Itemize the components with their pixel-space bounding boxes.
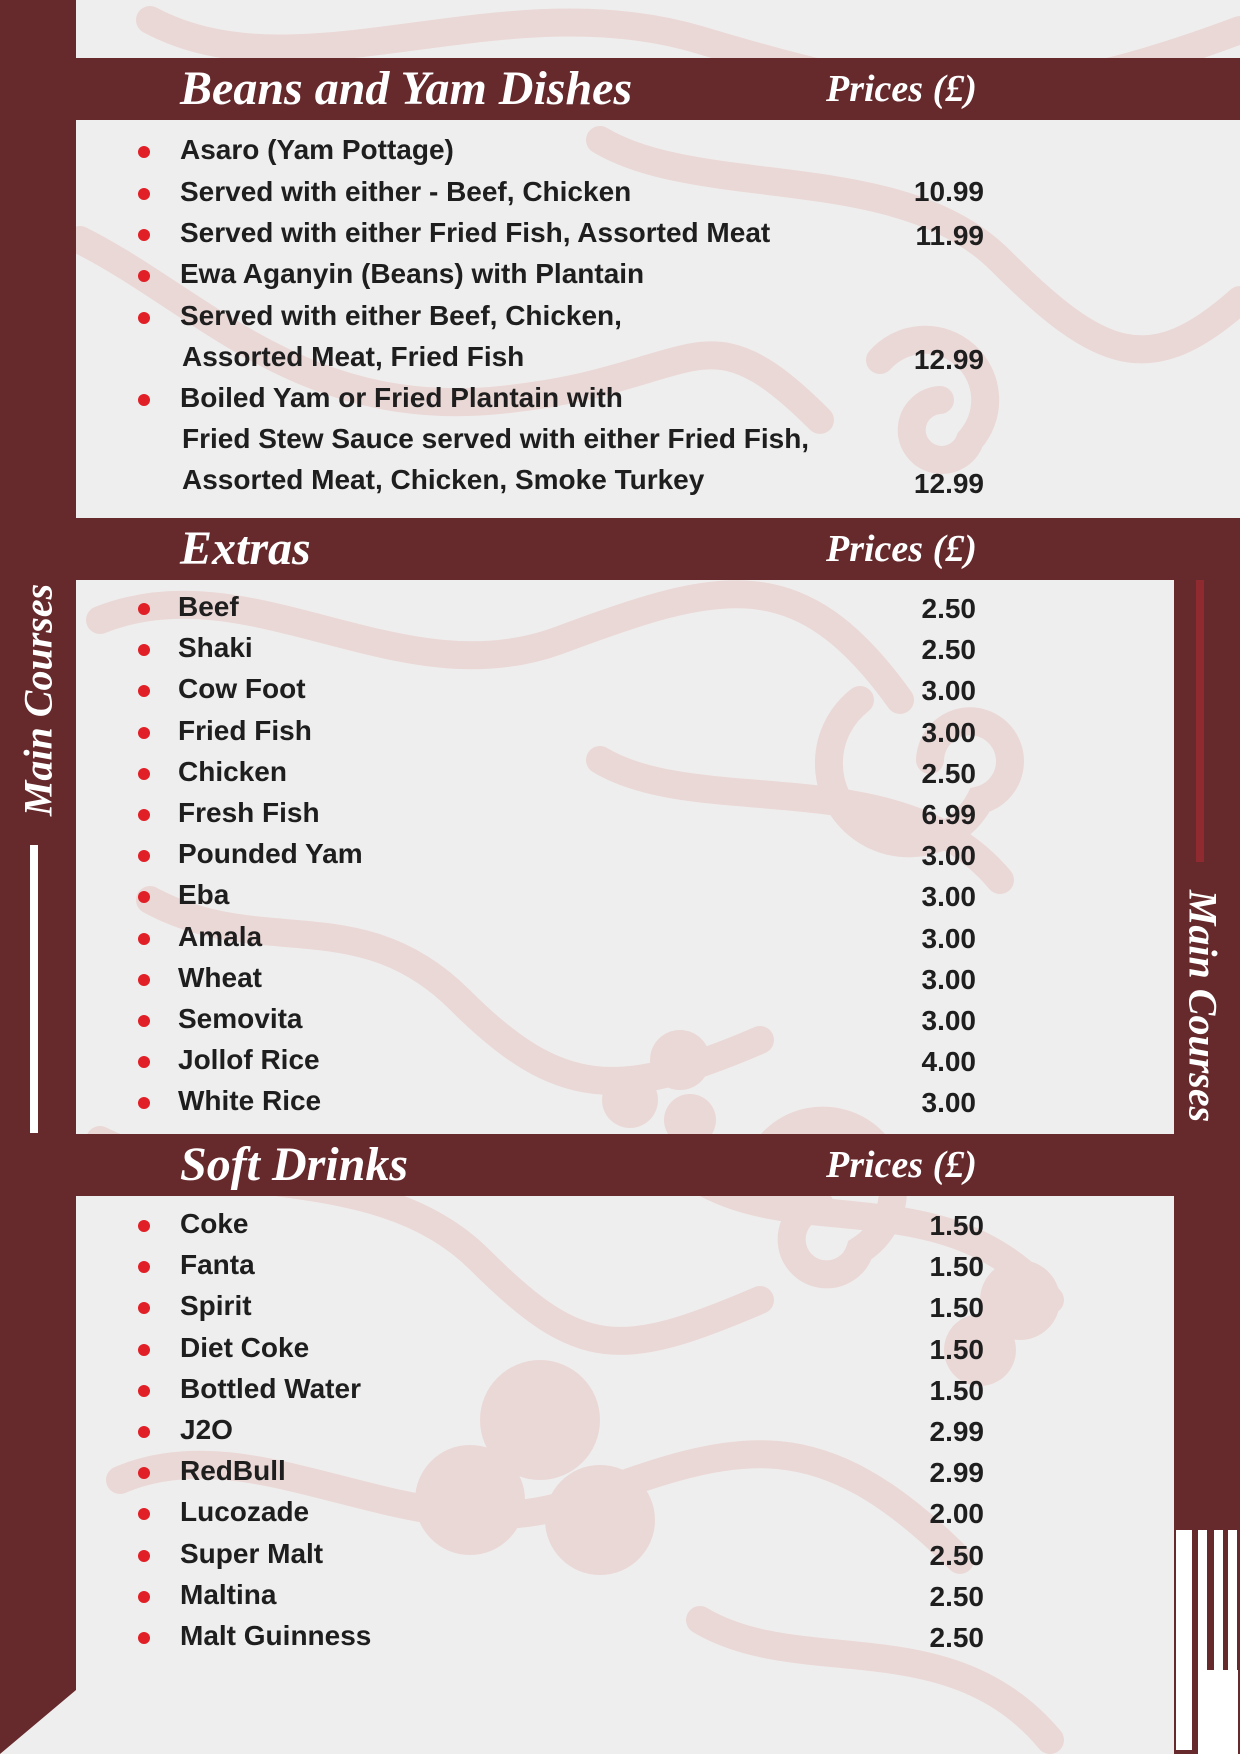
item-price: 2.50 xyxy=(921,593,976,624)
item-name: Spirit xyxy=(180,1290,252,1322)
bullet-icon xyxy=(138,933,150,945)
item-name: Diet Coke xyxy=(180,1331,310,1363)
item-name: Coke xyxy=(180,1208,249,1239)
section-title: Beans and Yam Dishes xyxy=(180,62,633,115)
item-price: 3.00 xyxy=(921,1087,976,1119)
item-name-line2: Assorted Meat, Fried Fish xyxy=(182,341,525,372)
item-name: Wheat xyxy=(178,961,262,993)
item-name: Ewa Aganyin (Beans) with Plantain xyxy=(180,258,645,289)
bullet-icon xyxy=(138,312,150,324)
bullet-icon xyxy=(138,727,150,739)
item-name: Eba xyxy=(178,879,230,911)
item-name: Cow Foot xyxy=(178,673,306,705)
item-name: Fried Fish xyxy=(178,714,312,746)
bullet-icon xyxy=(138,146,150,158)
item-price: 12.99 xyxy=(913,344,984,375)
item-price: 3.00 xyxy=(921,716,976,748)
item-price: 4.00 xyxy=(921,1046,976,1078)
bullet-icon xyxy=(138,1344,150,1356)
bullet-icon xyxy=(138,809,150,821)
section-title: Soft Drinks xyxy=(180,1138,409,1191)
item-price: 2.50 xyxy=(921,757,976,789)
item-name: Shaki xyxy=(178,632,253,664)
bullet-icon xyxy=(138,270,150,282)
item-name: Malt Guinness xyxy=(180,1620,372,1651)
item-name: White Rice xyxy=(178,1085,322,1117)
item-price: 3.00 xyxy=(921,881,976,913)
bullet-icon xyxy=(138,1385,150,1397)
item-name: J2O xyxy=(180,1414,233,1445)
item-price: 10.99 xyxy=(913,176,984,207)
item-name-line2: Fried Stew Sauce served with either Fried Fish, xyxy=(182,423,810,454)
item-name: Lucozade xyxy=(180,1496,310,1528)
item-name: Fresh Fish xyxy=(178,797,320,828)
bullet-icon xyxy=(138,1550,150,1562)
bullet-icon xyxy=(138,394,150,406)
item-name: Jollof Rice xyxy=(178,1044,320,1076)
left-border-top xyxy=(0,0,76,518)
item-price: 2.50 xyxy=(929,1622,984,1653)
item-price: 2.50 xyxy=(929,1539,984,1571)
prices-label: Prices (£) xyxy=(826,1144,977,1186)
item-price: 12.99 xyxy=(913,468,984,499)
section-title: Extras xyxy=(180,522,311,575)
prices-label: Prices (£) xyxy=(826,528,977,570)
item-price: 3.00 xyxy=(921,675,976,707)
bullet-icon xyxy=(138,768,150,780)
item-price: 1.50 xyxy=(929,1251,984,1283)
section-header-soft-drinks xyxy=(76,1134,1240,1196)
item-price: 3.00 xyxy=(921,963,976,995)
item-name: Served with either Fried Fish, Assorted Meat xyxy=(180,217,771,248)
item-name: Amala xyxy=(178,920,263,952)
item-name: Chicken xyxy=(178,755,287,787)
item-price: 3.00 xyxy=(921,840,976,872)
section-header-extras xyxy=(76,518,1240,580)
item-name: Boiled Yam or Fried Plantain with xyxy=(180,382,623,413)
item-price: 2.50 xyxy=(921,634,976,666)
item-price: 3.00 xyxy=(921,922,976,954)
bullet-icon xyxy=(138,603,150,615)
item-price: 2.99 xyxy=(929,1457,984,1489)
item-name: Beef xyxy=(178,591,239,622)
bullet-icon xyxy=(138,188,150,200)
item-price: 11.99 xyxy=(915,220,984,251)
bullet-icon xyxy=(138,974,150,986)
item-name: Asaro (Yam Pottage) xyxy=(180,134,454,165)
bullet-icon xyxy=(138,229,150,241)
item-price: 1.50 xyxy=(929,1292,984,1324)
item-price: 6.99 xyxy=(921,799,976,830)
item-name: Maltina xyxy=(180,1578,277,1610)
bullet-icon xyxy=(138,1015,150,1027)
item-price: 1.50 xyxy=(929,1374,984,1406)
item-name: Served with either Beef, Chicken, xyxy=(180,300,622,331)
prices-label: Prices (£) xyxy=(826,68,977,110)
item-name: Fanta xyxy=(180,1249,255,1281)
item-name: Pounded Yam xyxy=(178,838,363,870)
side-divider-right xyxy=(1196,540,1204,862)
item-price: 2.00 xyxy=(929,1498,984,1530)
item-price: 2.99 xyxy=(929,1416,984,1447)
item-name: Served with either - Beef, Chicken xyxy=(180,176,632,207)
item-price: 1.50 xyxy=(929,1210,984,1241)
section-header-beans-yam xyxy=(76,58,1240,120)
item-price: 2.50 xyxy=(929,1580,984,1612)
item-name: RedBull xyxy=(180,1455,286,1487)
item-name: Bottled Water xyxy=(180,1372,361,1404)
item-name-line3: Assorted Meat, Chicken, Smoke Turkey xyxy=(182,464,705,495)
side-label-left: Main Courses xyxy=(15,583,61,817)
bullet-icon xyxy=(138,1632,150,1644)
item-price: 3.00 xyxy=(921,1005,976,1036)
item-name: Super Malt xyxy=(180,1537,324,1569)
item-name: Semovita xyxy=(178,1003,303,1034)
bullet-icon xyxy=(138,1591,150,1603)
item-price: 1.50 xyxy=(929,1333,984,1365)
side-divider-left xyxy=(30,845,38,1133)
fork-icon xyxy=(1170,1530,1240,1754)
bullet-icon xyxy=(138,1220,150,1232)
side-label-right: Main Courses xyxy=(1180,889,1226,1123)
bullet-icon xyxy=(138,1426,150,1438)
corner-accent xyxy=(0,1690,80,1754)
